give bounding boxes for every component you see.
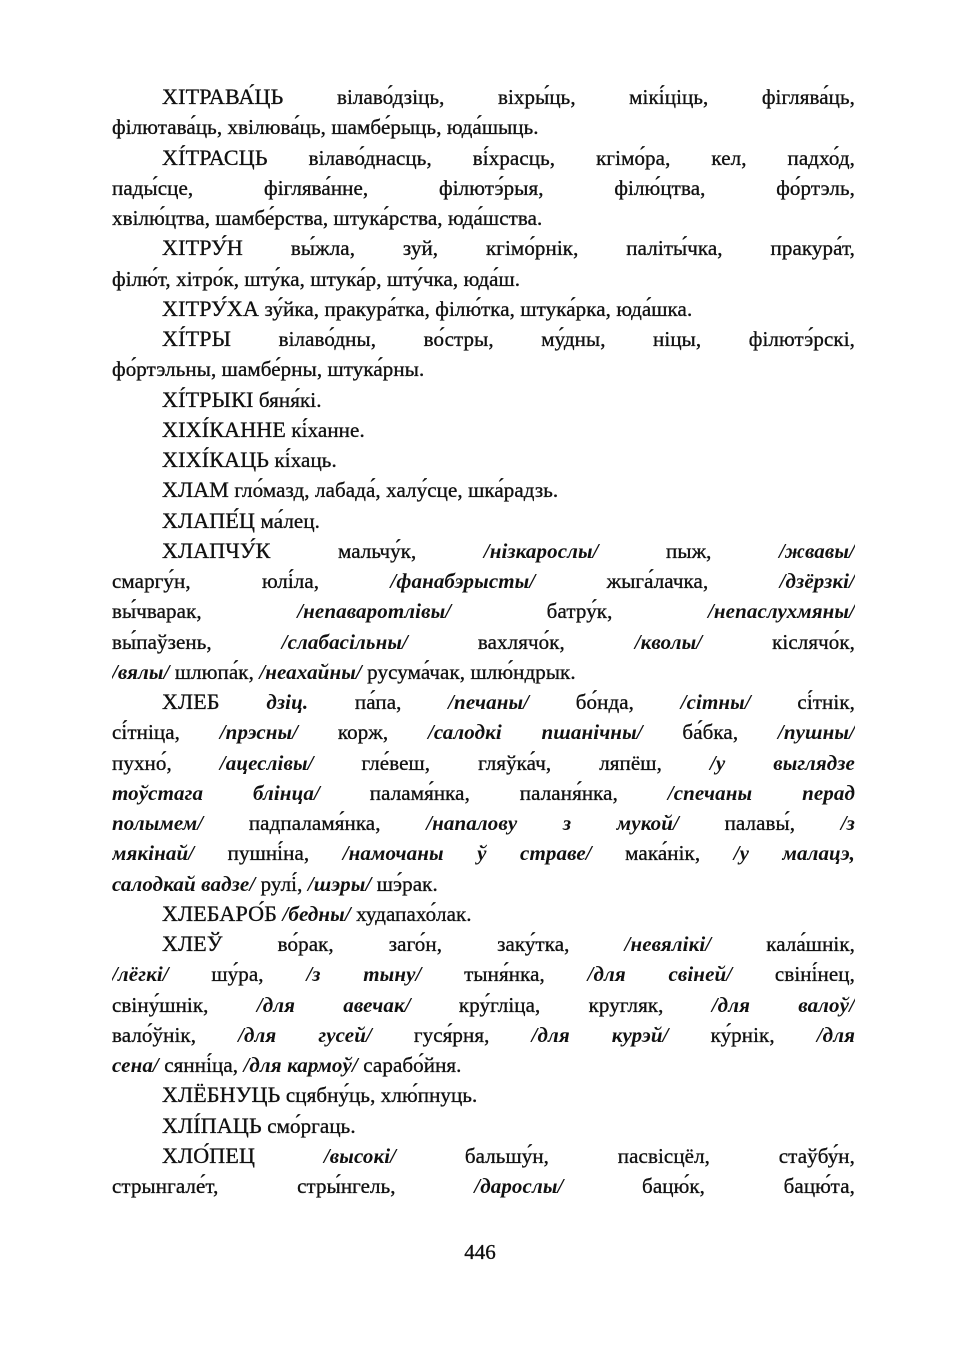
- usage-note: /у малацэ,: [733, 841, 855, 866]
- text-line: [112, 566, 855, 596]
- dictionary-entry: [112, 143, 855, 234]
- usage-note: /слабасільны/: [281, 629, 408, 654]
- usage-note: /з тыну/: [306, 962, 422, 987]
- headword: ХІТРУ́ХА: [162, 295, 260, 321]
- synonyms-text: ма́лец.: [255, 508, 321, 533]
- text-line: [112, 1050, 855, 1080]
- text-line: [112, 233, 855, 263]
- usage-note: /печаны/: [448, 690, 530, 714]
- usage-note: /непаслухмяны/: [707, 599, 855, 624]
- synonyms-text: пушні́на,: [194, 841, 343, 866]
- usage-note: мякінай/: [112, 841, 195, 866]
- headword: ХІХІ́КАННЕ: [162, 416, 287, 442]
- synonyms-text: шу́ра,: [168, 962, 307, 987]
- synonyms-text: пады́сце, фіглява́нне, філютэ́рыя, філю́цтва, фо́ртэль,: [112, 175, 855, 200]
- usage-note: /фанабэрысты/: [390, 569, 536, 593]
- synonyms-text: палавы́,: [678, 811, 841, 835]
- headword: ХЛЕБ: [162, 689, 220, 714]
- dictionary-entry: [112, 536, 855, 687]
- text-line: [112, 1111, 855, 1141]
- text-line: [112, 778, 855, 808]
- text-line: [112, 415, 855, 445]
- usage-note: /для авечак/: [256, 992, 411, 1017]
- synonyms-text: батру́к,: [451, 599, 708, 624]
- text-line: [112, 869, 855, 899]
- synonyms-text: свіні́нец,: [732, 962, 855, 987]
- synonyms-text: бо́нда,: [529, 690, 681, 714]
- text-line: [112, 838, 855, 868]
- synonyms-text: сарабо́йня.: [357, 1053, 462, 1077]
- synonyms-text: [255, 1144, 324, 1168]
- usage-note: /жвавы/: [778, 538, 855, 563]
- dictionary-entry: [112, 899, 855, 929]
- dictionary-entry: [112, 233, 855, 294]
- text-line: [112, 203, 855, 233]
- synonyms-text: русума́чак, шлю́ндрык.: [361, 659, 576, 684]
- headword: ХІТРАВА́ЦЬ: [162, 84, 284, 109]
- usage-note: /шэры/: [307, 871, 372, 896]
- headword: ХЛЕЎ: [162, 931, 223, 956]
- synonyms-text: гло́мазд, лабада́, халу́сце, шка́радзь.: [229, 478, 559, 503]
- usage-note: /невялікі/: [624, 932, 712, 956]
- dictionary-entry: [112, 324, 855, 385]
- text-line: [112, 990, 855, 1020]
- synonyms-text: вілаво́днасць, ві́храсць, кгімо́ра, кел, падхо́д,: [267, 145, 855, 170]
- text-line: [112, 324, 855, 354]
- synonyms-text: паламя́нка, паланя́нка,: [319, 780, 668, 805]
- usage-note: салодкай вадзе/: [112, 871, 256, 896]
- usage-note: /напалову з мукой/: [426, 811, 679, 835]
- text-line: [112, 687, 855, 717]
- synonyms-text: вы́чварак,: [112, 599, 298, 624]
- text-line: [112, 899, 855, 929]
- dictionary-entry: [112, 687, 855, 899]
- text-line: [112, 717, 855, 747]
- usage-note: /для валоў/: [711, 992, 855, 1017]
- usage-note: /непаваротлівы/: [297, 599, 452, 624]
- text-line: [112, 385, 855, 415]
- synonyms-text: сі́тніца,: [112, 720, 220, 745]
- text-line: [112, 657, 855, 687]
- synonyms-text: пыж,: [598, 538, 779, 563]
- headword: ХЛАПЧУ́К: [162, 537, 271, 563]
- headword: ХЛЕБАРО́Б: [162, 900, 278, 926]
- usage-note: полымем/: [112, 811, 204, 835]
- synonyms-text: філю́т, хітро́к, шту́ка, штука́р, шту́чка, юда́ш.: [112, 266, 521, 291]
- synonyms-text: ба́бка,: [642, 720, 778, 745]
- synonyms-text: кі́хаць.: [269, 448, 337, 472]
- text-line: [112, 475, 855, 505]
- usage-note: /дарослы/: [474, 1174, 564, 1198]
- synonyms-text: кі́ханне.: [286, 417, 365, 442]
- text-line: [112, 82, 855, 112]
- text-line: [112, 294, 855, 324]
- synonyms-text: смо́ргаць.: [261, 1113, 356, 1138]
- text-line: [112, 445, 855, 475]
- usage-note: /салодкі пшанічны/: [427, 720, 643, 745]
- text-line: [112, 929, 855, 959]
- usage-note: /нізкарослы/: [483, 538, 599, 563]
- headword: ХІТРУ́Н: [162, 235, 244, 261]
- synonyms-text: шлюпа́к,: [169, 659, 260, 684]
- usage-note: тоўстага блінца/: [112, 780, 320, 805]
- usage-note: /сітны/: [680, 690, 751, 714]
- headword: ХЛАМ: [162, 477, 230, 503]
- usage-note: /з: [840, 811, 855, 835]
- synonyms-text: свіну́шнік,: [112, 992, 257, 1017]
- text-line: [112, 173, 855, 203]
- synonyms-text: хвілю́цтва, шамбе́рства, штука́рства, юда́шства.: [112, 206, 543, 230]
- dictionary-entry: [112, 1080, 855, 1110]
- synonyms-text: ку́рнік,: [668, 1022, 817, 1047]
- text-line: [112, 627, 855, 657]
- synonyms-text: пухно́,: [112, 750, 220, 775]
- usage-note: /дзёрзкі/: [779, 569, 855, 593]
- dictionary-entry: [112, 385, 855, 415]
- text-line: [112, 808, 855, 838]
- synonyms-text: во́рак, заго́н, заку́тка,: [222, 932, 625, 956]
- synonyms-text: [220, 690, 267, 714]
- usage-note: /пушны/: [777, 720, 855, 745]
- headword: ХІ́ТРЫКІ: [162, 386, 254, 412]
- usage-note: /для гусей/: [238, 1022, 372, 1047]
- page-number: 446: [464, 1240, 496, 1264]
- usage-note: /кволы/: [634, 629, 703, 654]
- usage-note: сена/: [112, 1053, 159, 1077]
- dictionary-entry: [112, 929, 855, 1080]
- synonyms-text: тыня́нка,: [421, 962, 588, 987]
- synonyms-text: бальшу́н, пасвісцёл, стаўбу́н,: [396, 1143, 855, 1168]
- usage-note: /высокі/: [323, 1143, 397, 1168]
- headword: ХІ́ТРАСЦЬ: [162, 144, 268, 170]
- synonyms-text: вы́паўзень,: [112, 629, 282, 654]
- usage-note: /спечаны перад: [667, 780, 855, 805]
- dictionary-entry: [112, 294, 855, 324]
- dictionary-page-body: [112, 82, 855, 1201]
- headword: ХІ́ТРЫ: [162, 326, 232, 351]
- usage-note: /лёгкі/: [112, 962, 169, 987]
- usage-note: /у выглядзе: [709, 750, 855, 775]
- usage-note: /для курэй/: [531, 1022, 669, 1047]
- synonyms-text: зу́йка, пракура́тка, філю́тка, штука́рка, юда́шка.: [259, 296, 693, 321]
- dictionary-entry: [112, 415, 855, 445]
- usage-note: /для: [816, 1022, 855, 1047]
- synonyms-text: сянні́ца,: [158, 1053, 244, 1077]
- synonyms-text: кру́гліца, кругляк,: [410, 992, 712, 1017]
- synonyms-text: корж,: [298, 720, 428, 745]
- synonyms-text: кіслячо́к,: [702, 629, 855, 654]
- synonyms-text: стрынгале́т, стры́нгель,: [112, 1174, 475, 1198]
- text-line: [112, 112, 855, 142]
- text-line: [112, 1080, 855, 1110]
- usage-note: /намочаны ў страве/: [342, 841, 592, 866]
- synonyms-text: падпаламя́нка,: [203, 811, 427, 835]
- synonyms-text: мака́нік,: [591, 841, 734, 866]
- text-line: [112, 1171, 855, 1201]
- synonyms-text: вало́ўнік,: [112, 1022, 239, 1047]
- dictionary-entry: [112, 445, 855, 475]
- headword: ХЛАПЕ́Ц: [162, 507, 256, 533]
- headword: ХЛО́ПЕЦ: [162, 1142, 256, 1168]
- synonyms-text: філютава́ць, хвілюва́ць, шамбе́рыць, юда́шыць.: [112, 115, 539, 140]
- synonyms-text: кала́шнік,: [711, 932, 855, 956]
- synonyms-text: рулі́,: [255, 871, 308, 896]
- synonyms-text: вахлячо́к,: [407, 629, 635, 654]
- usage-note: /для свіней/: [587, 962, 733, 987]
- headword: ХІХІ́КАЦЬ: [162, 447, 270, 472]
- usage-note: /для кармоў/: [243, 1053, 358, 1077]
- dictionary-entry: [112, 506, 855, 536]
- text-line: [112, 1020, 855, 1050]
- synonyms-text: вы́жла, зуй, кгімо́рнік, паліты́чка, пракура́т,: [243, 236, 855, 261]
- synonyms-text: гуся́рня,: [371, 1022, 532, 1047]
- text-line: [112, 748, 855, 778]
- usage-note: дзіц.: [266, 690, 309, 714]
- headword: ХЛЁБНУЦЬ: [162, 1082, 281, 1108]
- synonyms-text: смаргу́н, юлі́ла,: [112, 569, 391, 593]
- text-line: [112, 506, 855, 536]
- synonyms-text: сцябну́ць, хлю́пнуць.: [280, 1083, 478, 1108]
- dictionary-entry: [112, 82, 855, 143]
- synonyms-text: вілаво́дны, во́стры, му́дны, ніцы, філютэ́рскі,: [231, 327, 855, 351]
- synonyms-text: гле́веш, гляўка́ч, ляпёш,: [313, 750, 710, 775]
- dictionary-entry: [112, 1141, 855, 1202]
- synonyms-text: бацю́к, бацю́та,: [563, 1174, 855, 1198]
- synonyms-text: мальчу́к,: [270, 538, 484, 563]
- usage-note: /бедны/: [282, 901, 351, 926]
- usage-note: /вялы/: [112, 659, 170, 684]
- synonyms-text: фо́ртэльны, шамбе́рны, штука́рны.: [112, 357, 425, 382]
- dictionary-entry: [112, 1111, 855, 1141]
- headword: ХЛІ́ПАЦЬ: [162, 1112, 262, 1138]
- text-line: [112, 536, 855, 566]
- text-line: [112, 596, 855, 626]
- usage-note: /ацеслівы/: [219, 750, 314, 775]
- usage-note: /прэсны/: [219, 720, 299, 745]
- dictionary-entry: [112, 475, 855, 505]
- synonyms-text: сі́тнік,: [750, 690, 855, 714]
- synonyms-text: бяня́кі.: [253, 387, 322, 412]
- usage-note: /неахайны/: [259, 659, 362, 684]
- text-line: [112, 959, 855, 989]
- text-line: [112, 264, 855, 294]
- text-line: [112, 1141, 855, 1171]
- synonyms-text: па́па,: [308, 690, 449, 714]
- synonyms-text: шэ́рак.: [371, 871, 438, 896]
- text-line: [112, 354, 855, 384]
- synonyms-text: худапахо́лак.: [350, 901, 472, 926]
- synonyms-text: вілаво́дзіць, віхры́ць, мікі́ціць, фіглява́ць,: [283, 85, 855, 109]
- text-line: [112, 143, 855, 173]
- synonyms-text: жыга́лачка,: [535, 569, 780, 593]
